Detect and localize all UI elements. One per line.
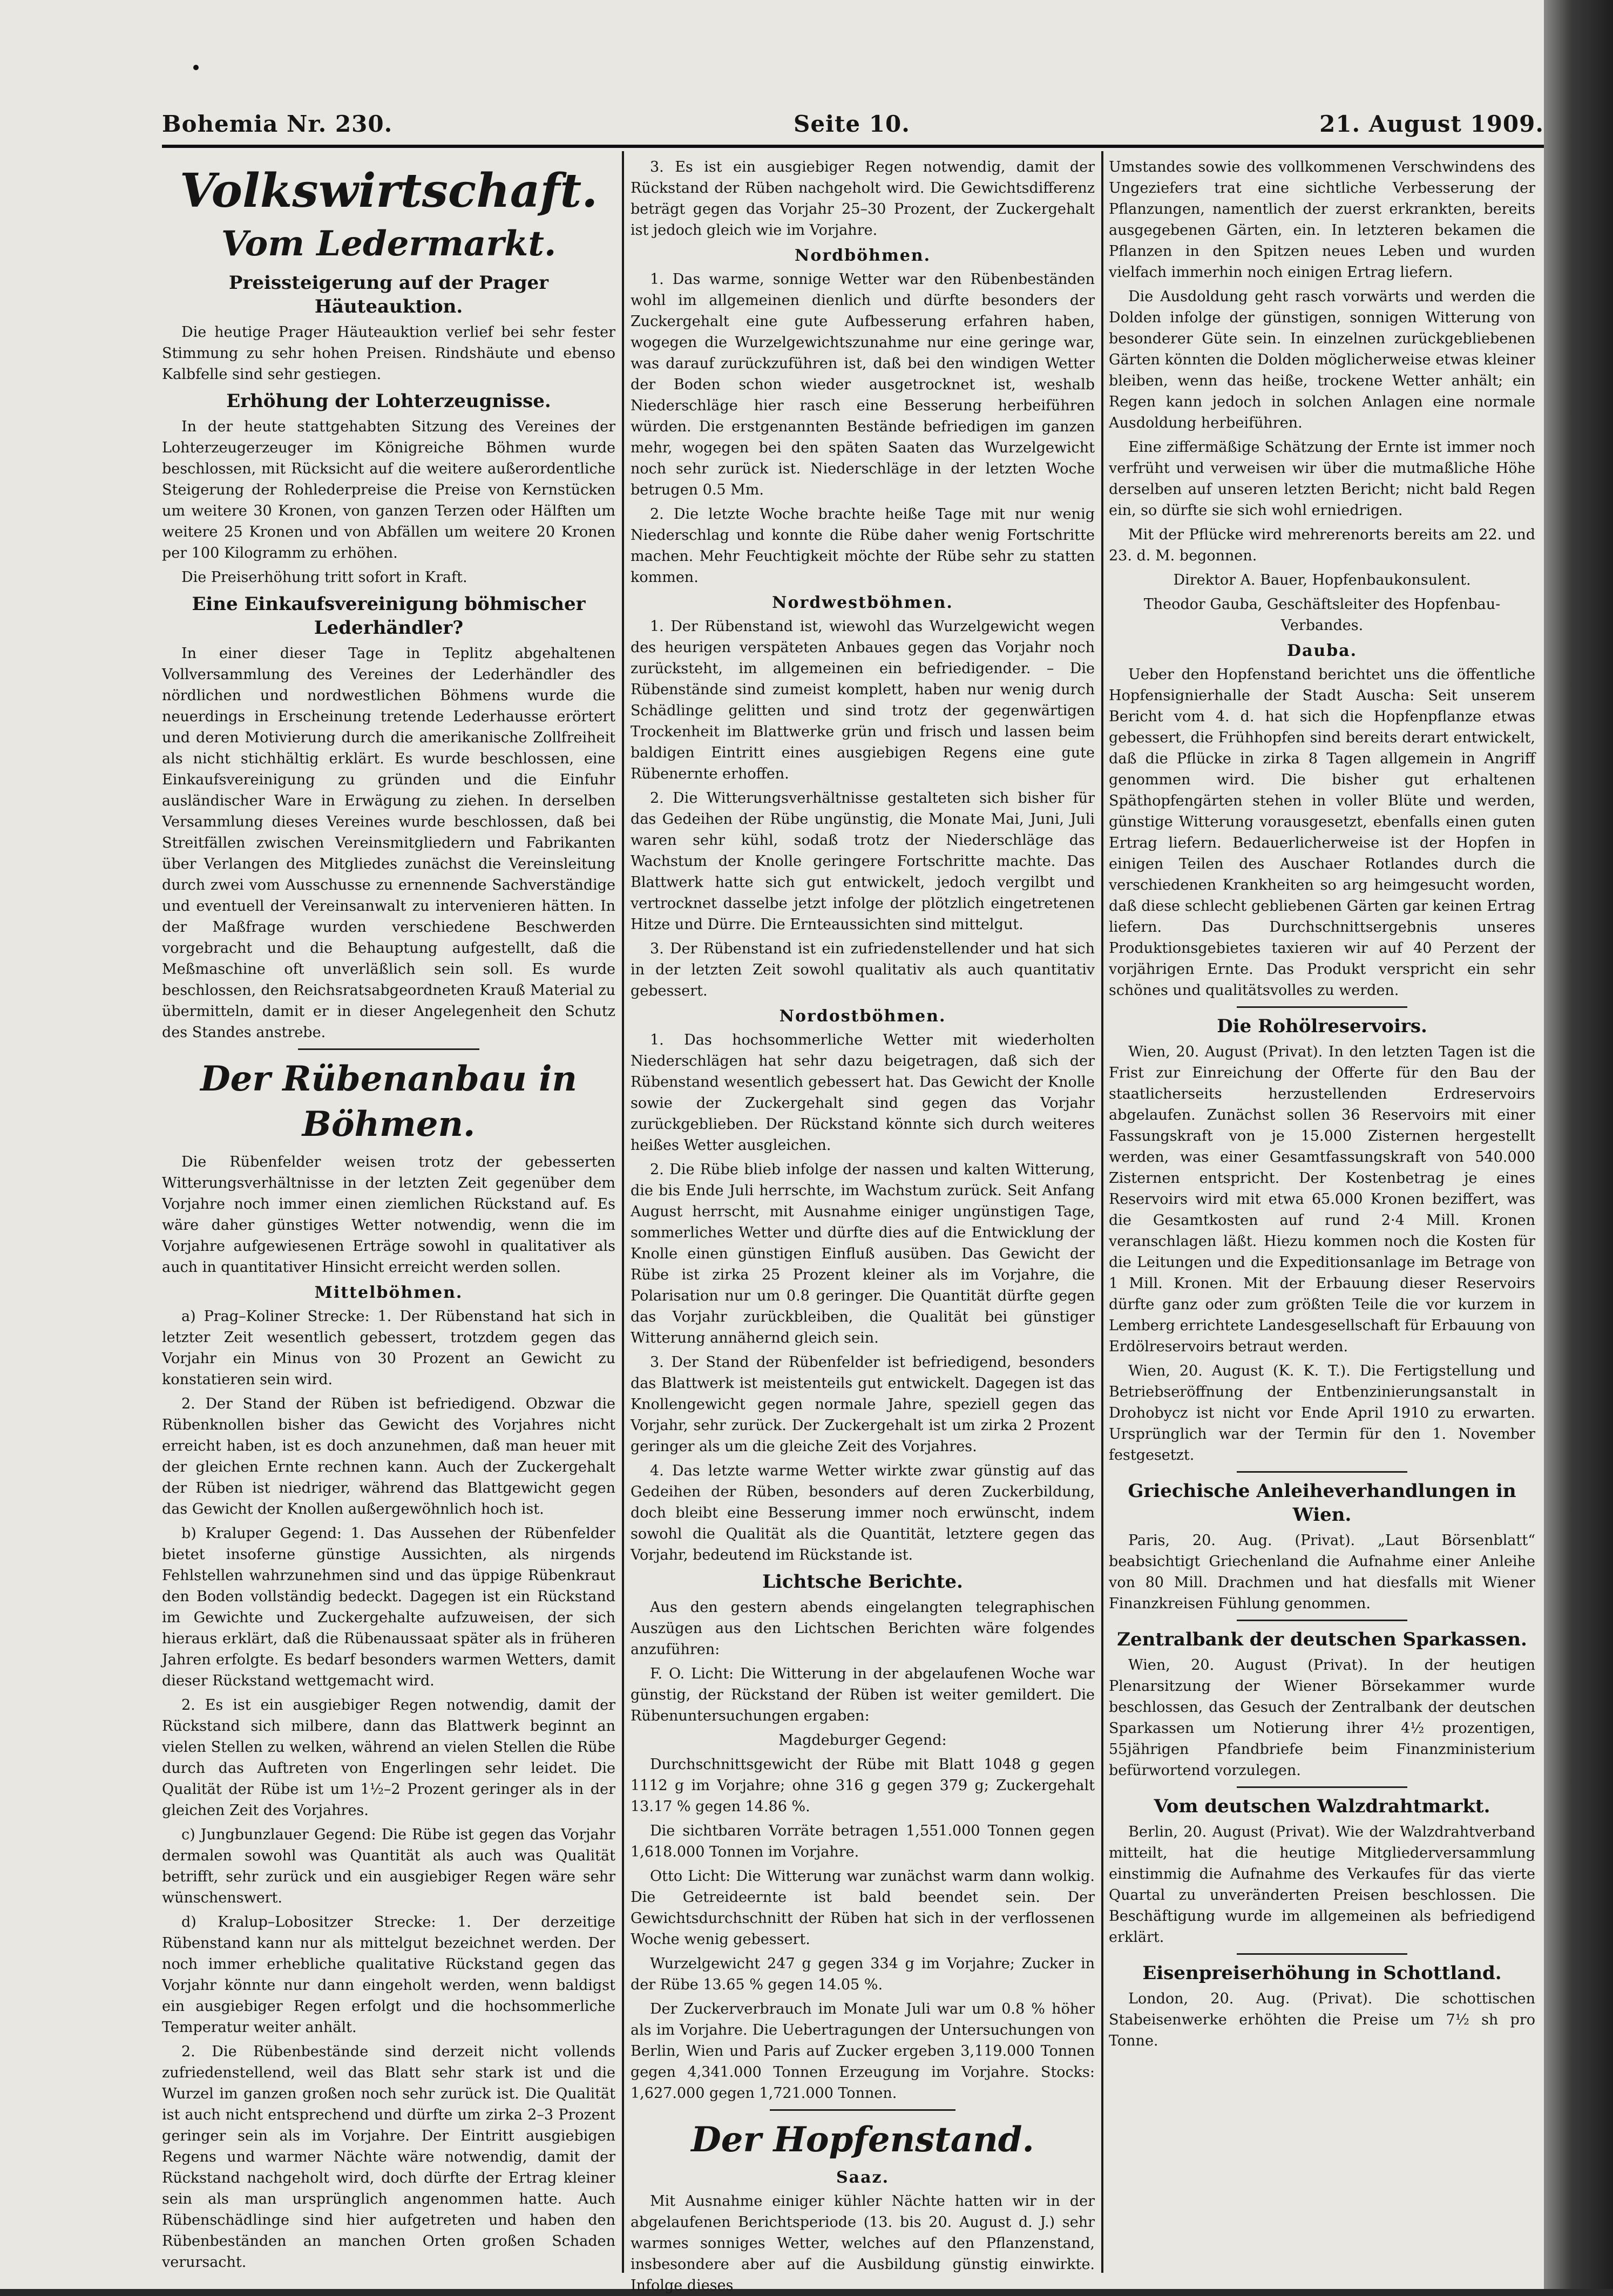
column-rule-2 <box>1101 151 1103 2273</box>
paragraph: Wien, 20. August (Privat). In der heutigen Plenarsitzung der Wiener Börsekammer wurde beschlossen, das Gesuch der Zentralbank der deutschen Sparkassen um Notierung ihrer 4½ prozentigen, 55jährigen Pfandbriefe beim Finanzministerium befürwortend vorzulegen. <box>1109 1657 1535 1779</box>
separator <box>1237 1471 1407 1473</box>
separator <box>1237 1953 1407 1955</box>
paragraph: 1. Der Rübenstand ist, wiewohl das Wurzelgewicht wegen des heurigen verspäteten Anbaues gegen das Vorjahr noch zurücksteht, im allgemeinen ein befriedigender. – Die Rübenstände sind zumeist komplett, haben nur wenig durch Schädlinge gelitten und sind trotz der gegenwärtigen Trockenheit im Blattwerke grün und frisch und lassen beim baldigen Eintritt eines ausgiebigen Regens eine gute Rübenernte erhoffen. <box>631 618 1095 782</box>
paragraph: d) Kralup–Lobositzer Strecke: 1. Der derzeitige Rübenstand kann nur als mittelgut bezeichnet werden. Der noch immer erhebliche qualitative Rückstand gegen das Vorjahr könnte nur dann eingeholt werden, wenn baldigst ein ausgiebiger Regen erfolgt und die hochsommerliche Temperatur weiter anhält. <box>162 1914 615 2036</box>
article-headline-ledermarkt: Vom Ledermarkt. <box>221 223 557 264</box>
region-heading: Nordwestböhmen. <box>772 593 953 612</box>
paragraph: Wien, 20. August (K. K. T.). Die Fertigstellung und Betriebseröffnung der Entbenzinierungsanstalt in Drohobycz ist nicht vor Ende April 1910 zu erwarten. Ursprünglich war der Termin für den 1. November festgesetzt. <box>1109 1363 1535 1464</box>
paragraph: F. O. Licht: Die Witterung in der abgelaufenen Woche war günstig, der Rückstand der Rüben ist weiter gemildert. Die Rübenuntersuchungen ergaben: <box>631 1665 1095 1724</box>
subheading-einkaufsvereinigung: Eine Einkaufsvereinigung böhmischer Lederhändler? <box>192 593 586 639</box>
header-rule <box>162 145 1544 148</box>
paragraph: 3. Der Rübenstand ist ein zufriedenstellender und hat sich in der letzten Zeit sowohl qualitativ als auch quantitativ gebessert. <box>631 940 1095 999</box>
region-heading: Saaz. <box>836 2168 890 2187</box>
paragraph: Paris, 20. Aug. (Privat). „Laut Börsenblatt“ beabsichtigt Griechenland die Aufnahme einer Anleihe von 80 Mill. Drachmen und hat diesfalls mit Wiener Finanzkreisen Fühlung genommen. <box>1109 1532 1535 1612</box>
paragraph: Ueber den Hopfenstand berichtet uns die öffentliche Hopfensignierhalle der Stadt Auscha: Seit unserem Bericht vom 4. d. hat sich die Hopfenpflanze etwas gebessert, die Frühhopfen sind bereits derart entwickelt, daß die Pflücke in zirka 8 Tagen allgemein in Angriff genommen wird. Die bisher gut erhaltenen Späthopfengärten stehen in voller Blüte und werden, günstige Witterung vorausgesetzt, ebenfalls einen guten Ertrag liefern. Bedauerlicherweise ist der Hopfen in einigen Teilen des Auschaer Rotlandes durch die verschiedenen Krankheiten so arg heimgesucht worden, daß diese schlecht gebliebenen Gärten gar keinen Ertrag liefern. Das Durchschnittsergebnis unseres Produktionsgebietes taxieren wir auf 40 Perzent der vorjährigen Ernte. Das Produkt verspricht ein sehr schönes und qualitätsvolles zu werden. <box>1109 666 1535 999</box>
subheading-rohoelreservoirs: Die Rohölreservoirs. <box>1217 1015 1427 1037</box>
paragraph: 2. Die Rübe blieb infolge der nassen und kalten Witterung, die bis Ende Juli herrschte, im Wachstum zurück. Seit Anfang August herrscht, mit Ausnahme einiger ungünstigen Tage, sommerliches Wetter und dürfte dies auf die Entwicklung der Knolle einen günstigen Einfluß ausüben. Das Gewicht der Rübe ist zirka 25 Prozent kleiner als im Vorjahre, die Polarisation nur um 0.8 geringer. Die Quantität dürfte gegen das Vorjahr zurückbleiben, die Qualität bei günstiger Witterung annähernd gleich sein. <box>631 1161 1095 1346</box>
column-rule-1 <box>622 151 624 2273</box>
paragraph: Aus den gestern abends eingelangten telegraphischen Auszügen aus den Lichtschen Berichten wäre folgendes anzuführen: <box>631 1599 1095 1658</box>
region-heading: Mittelböhmen. <box>314 1283 463 1302</box>
ink-dot <box>193 65 199 70</box>
paragraph: Otto Licht: Die Witterung war zunächst warm dann wolkig. Die Getreideernte ist bald beendet sein. Der Gewichtsdurchschnitt der Rüben hat sich in der verflossenen Woche wenig gebessert. <box>631 1868 1095 1948</box>
paragraph: Die Preiserhöhung tritt sofort in Kraft. <box>181 569 467 586</box>
page-header <box>162 111 1544 148</box>
column-2 <box>631 157 1095 2294</box>
paragraph: Wurzelgewicht 247 g gegen 334 g im Vorjahre; Zucker in der Rübe 13.65 % gegen 14.05 %. <box>631 1955 1095 1993</box>
subheading-lohterzeugnisse: Erhöhung der Lohterzeugnisse. <box>226 390 551 412</box>
signature: Direktor A. Bauer, Hopfenbaukonsulent. <box>1173 572 1471 588</box>
subheading-haeuteauktion: Preissteigerung auf der Prager Häuteauktion. <box>228 272 549 317</box>
paragraph: 2. Es ist ein ausgiebiger Regen notwendig, damit der Rückstand sich milbere, dann das Blattwerk beginnt an vielen Stellen zu welken, während an vielen Stellen die Rübe durch das Auftreten von Engerlingen sehr leidet. Die Qualität der Rübe ist um 1½–2 Prozent geringer als in der gleichen Zeit des Vorjahres. <box>162 1697 615 1819</box>
separator <box>1237 1786 1407 1788</box>
header-page-number: Seite 10. <box>794 111 910 137</box>
paragraph: Mit der Pflücke wird mehrerenorts bereits am 22. und 23. d. M. begonnen. <box>1109 526 1535 564</box>
paragraph: In einer dieser Tage in Teplitz abgehaltenen Vollversammlung des Vereines der Lederhändler des nördlichen und nordwestlichen Böhmens wurde die neuerdings in Erscheinung tretende Lederhausse erörtert und deren Motivierung durch die amerikanische Zollfreiheit als nicht stichhältig erklärt. Es wurde beschlossen, eine Einkaufsvereinigung zu gründen und die Einfuhr ausländischer Ware in Erwägung zu ziehen. In derselben Versammlung dieses Vereines wurde beschlossen, daß bei Streitfällen zwischen Vereinsmitgliedern und Fabrikanten über Verlangen des Mitgliedes zunächst die Vereinsleitung durch zwei vom Ausschusse zu ernennende Sachverständige und eventuell der Vereinsanwalt zu intervenieren hätten. In der Maßfrage wurden verschiedene Beschwerden vorgebracht und die Behauptung aufgestellt, daß die Meßmaschine oft unverläßlich sein soll. Es wurde beschlossen, den Reichsratsabgeordneten Krauß Material zu übermitteln, damit er in dieser Angelegenheit den Schutz des Standes anstrebe. <box>162 645 615 1041</box>
paragraph: Durchschnittsgewicht der Rübe mit Blatt 1048 g gegen 1112 g im Vorjahre; ohne 316 g gegen 379 g; Zuckergehalt 13.17 % gegen 14.86 %. <box>631 1756 1095 1815</box>
paragraph: London, 20. Aug. (Privat). Die schottischen Stabeisenwerke erhöhten die Preise um 7½ sh pro Tonne. <box>1109 1990 1535 2049</box>
paragraph: 2. Die letzte Woche brachte heiße Tage mit nur wenig Niederschlag und konnte die Rübe daher wenig Fortschritte machen. Mehr Feuchtigkeit möchte der Rübe sehr zu statten kommen. <box>631 506 1095 586</box>
separator <box>770 2109 955 2111</box>
column-3 <box>1109 157 1535 2273</box>
table-caption: Magdeburger Gegend: <box>778 1732 947 1749</box>
paragraph: Die heutige Prager Häuteauktion verlief bei sehr fester Stimmung zu sehr hohen Preisen. Rindshäute und ebenso Kalbfelle sind sehr gestiegen. <box>162 324 615 383</box>
paragraph: 2. Der Stand der Rüben ist befriedigend. Obzwar die Rübenknollen bisher das Gewicht des Vorjahres nicht erreicht haben, ist es doch anzunehmen, daß man heuer mit der gleichen Ernte rechnen kann. Auch der Zuckergehalt der Rüben ist niedriger, während das Blattgewicht gegen das Gewicht der Knollen außergewöhnlich hoch ist. <box>162 1396 615 1518</box>
paragraph: a) Prag–Koliner Strecke: 1. Der Rübenstand hat sich in letzter Zeit wesentlich gebessert, trotzdem gegen das Vorjahr ein Minus von 30 Prozent an Gewicht zu konstatieren sein wird. <box>162 1308 615 1388</box>
scan-edge <box>1544 0 1613 2289</box>
article-headline-hopfenstand: Der Hopfenstand. <box>691 2119 1034 2160</box>
paragraph: 1. Das hochsommerliche Wetter mit wiederholten Niederschlägen hat sehr dazu beigetragen, daß sich der Rübenstand wesentlich gebessert hat. Das Gewicht der Knolle sowie der Zuckergehalt sind gegen das Vorjahr zurückgeblieben. Der Rückstand könnte sich durch weiteres heißes Wetter ausgleichen. <box>631 1032 1095 1154</box>
region-heading: Nordböhmen. <box>794 246 931 265</box>
paragraph: 2. Die Rübenbestände sind derzeit nicht vollends zufriedenstellend, weil das Blatt sehr stark ist und die Wurzel im ganzen großen noch sehr zurück ist. Die Qualität ist auch nicht entsprechend und dürfte um zirka 2–3 Prozent geringer sein als im Vorjahre. Der Eintritt ausgiebigen Regens und warmer Nächte wäre notwendig, damit der Rückstand nachgeholt wird, doch dürfte der Ertrag kleiner sein als man ursprünglich angenommen hatte. Auch Rübenschädlinge sind hier aufgetreten und haben den Rübenbeständen an manchen Orten großen Schaden verursacht. <box>162 2043 615 2271</box>
column-1 <box>162 157 615 2273</box>
header-date: 21. August 1909. <box>1319 111 1544 137</box>
paragraph: Mit Ausnahme einiger kühler Nächte hatten wir in der abgelaufenen Berichtsperiode (13. bis 20. August d. J.) sehr warmes sonniges Wetter, welches auf den Pflanzenstand, insbesondere aber auf die Ausbildung günstig einwirkte. Infolge dieses <box>631 2193 1095 2294</box>
paragraph: Der Zuckerverbrauch im Monate Juli war um 0.8 % höher als im Vorjahre. Die Uebertragungen der Untersuchungen von Berlin, Wien und Paris auf Zucker ergeben 3,119.000 Tonnen gegen 4,341.000 Tonnen Erzeugung im Vorjahre. Stocks: 1,627.000 gegen 1,721.000 Tonnen. <box>631 2001 1095 2102</box>
paragraph: Die Ausdoldung geht rasch vorwärts und werden die Dolden infolge der günstigen, sonnigen Witterung von besonderer Güte sein. In einzelnen zurückgebliebenen Gärten könnten die Dolden möglicherweise etwas kleiner bleiben, wenn das heiße, trockene Wetter anhält; ein Regen kann jedoch in solchen Anlagen eine normale Ausdoldung herbeiführen. <box>1109 288 1535 431</box>
paragraph: 1. Das warme, sonnige Wetter war den Rübenbeständen wohl im allgemeinen dienlich und dürfte besonders der Zuckergehalt eine gute Aufbesserung erfahren haben, wogegen die Wurzelgewichtszunahme nur eine geringe war, was darauf zurückzuführen ist, daß bei den windigen Wetter der Boden schon wieder ausgetrocknet ist, weshalb Niederschläge hier rasch eine Besserung herbeiführen würden. Die erstgenannten Bestände befriedigen im ganzen mehr, wogegen bei den späten Saaten das Wurzelgewicht noch sehr zurück ist. Niederschläge in der letzten Woche betrugen 0.5 Mm. <box>631 271 1095 498</box>
separator <box>1237 1620 1407 1621</box>
subheading-zentralbank: Zentralbank der deutschen Sparkassen. <box>1117 1629 1527 1650</box>
paragraph: Wien, 20. August (Privat). In den letzten Tagen ist die Frist zur Einreichung der Offerte für den Bau der staatlicherseits herzustellenden Erdreservoirs abgelaufen. Zunächst sollen 36 Reservoirs mit einer Fassungskraft von je 15.000 Zisternen hergestellt werden, was einer Gesamtfassungskraft von 540.000 Zisternen entspricht. Der Kostenbetrag je eines Reservoirs wird mit etwa 65.000 Kronen beziffert, was die Gesamtkosten auf rund 2·4 Mill. Kronen veranschlagen läßt. Hiezu kommen noch die Kosten für die Leitungen und die Expeditionsanlage im Betrage von 1 Mill. Kronen. Mit der Erbauung dieser Reservoirs dürfte ganz oder zum größten Teile die vor kurzem in Lemberg errichtete Landesgesellschaft für Erbauung von Erdölreservoirs betraut werden. <box>1109 1044 1535 1355</box>
subheading-eisenpreiserhoehung: Eisenpreiserhöhung in Schottland. <box>1142 1962 1502 1984</box>
region-heading: Dauba. <box>1286 641 1358 660</box>
subheading-lichtsche-berichte: Lichtsche Berichte. <box>762 1571 963 1593</box>
paragraph: b) Kraluper Gegend: 1. Das Aussehen der Rübenfelder bietet insoferne günstige Aussichten, als nirgends Fehlstellen wahrzunehmen sind und das üppige Rübenkraut den Boden vollständig bedeckt. Dagegen ist ein Rückstand im Gewichte und Zuckergehalte aufzuweisen, der sich hieraus erklärt, daß die Rübenaussaat später als in früheren Jahren erfolgte. Es bedarf besonders warmen Wetters, damit dieser Rückstand wettgemacht wird. <box>162 1525 615 1689</box>
subheading-walzdrahtmarkt: Vom deutschen Walzdrahtmarkt. <box>1154 1796 1490 1817</box>
header-issue: Bohemia Nr. 230. <box>162 111 393 137</box>
paragraph: 3. Der Stand der Rübenfelder ist befriedigend, besonders das Blattwerk ist meistenteils gut entwickelt. Dagegen ist das Knollengewicht gegen normale Jahre, speziell gegen das Vorjahr, sehr zurück. Der Zuckergehalt ist um zirka 2 Prozent geringer als um die gleiche Zeit des Vorjahres. <box>631 1354 1095 1455</box>
separator <box>298 1048 479 1050</box>
paragraph: Eine ziffermäßige Schätzung der Ernte ist immer noch verfrüht und verweisen wir über die mutmaßliche Höhe derselben auf unseren letzten Bericht; nicht bald Regen ein, so dürfte sie sich wohl erniedrigen. <box>1109 439 1535 519</box>
paragraph: c) Jungbunzlauer Gegend: Die Rübe ist gegen das Vorjahr dermalen sowohl was Quantität als auch was Qualität betrifft, sehr zurück und ein ausgiebiger Regen wäre sehr wünschenswert. <box>162 1826 615 1906</box>
paragraph: In der heute stattgehabten Sitzung des Vereines der Lohterzeugerzeuger im Königreiche Böhmen wurde beschlossen, mit Rücksicht auf die weitere außerordentliche Steigerung der Rohlederpreise die Preise von Kernstücken um weitere 30 Kronen, von ganzen Terzen oder Hälften um weitere 25 Kronen und von Abfällen um weitere 20 Kronen per 100 Kilogramm zu erhöhen. <box>162 418 615 561</box>
paragraph: Die Rübenfelder weisen trotz der gebesserten Witterungsverhältnisse in der letzten Zeit gegenüber dem Vorjahre noch immer einen ziemlichen Rückstand auf. Es wäre daher günstiges Wetter notwendig, wenn die im Vorjahre aufgewiesenen Erträge sowohl in qualitativer als auch in quantitativer Hinsicht erreicht werden sollen. <box>162 1154 615 1276</box>
subheading-griechische-anleihe: Griechische Anleiheverhandlungen in Wien. <box>1128 1480 1516 1526</box>
paragraph: Umstandes sowie des vollkommenen Verschwindens des Ungeziefers trat eine sichtliche Verbesserung der Pflanzungen, namentlich der zuerst erkrankten, bereits ausgegebenen Gärten, ein. In letzteren bekamen die Pflanzen in den Spitzen neues Leben und wurden vielfach immerhin noch einigen Ertrag liefern. <box>1109 159 1535 281</box>
region-heading: Nordostböhmen. <box>779 1007 946 1026</box>
separator <box>1237 1006 1407 1008</box>
section-title: Volkswirtschaft. <box>179 164 598 218</box>
paragraph: Die sichtbaren Vorräte betragen 1,551.000 Tonnen gegen 1,618.000 Tonnen im Vorjahre. <box>631 1823 1095 1860</box>
paragraph: 3. Es ist ein ausgiebiger Regen notwendig, damit der Rückstand der Rüben nachgeholt wird. Die Gewichtsdifferenz beträgt gegen das Vorjahr 25–30 Prozent, der Zuckergehalt ist jedoch gleich wie im Vorjahre. <box>631 159 1095 239</box>
signature: Theodor Gauba, Geschäftsleiter des Hopfenbau-Verbandes. <box>1143 596 1501 634</box>
paragraph: Berlin, 20. August (Privat). Wie der Walzdrahtverband mitteilt, hat die heutige Mitgliederversammlung einstimmig die Aufnahme des Verkaufes für das vierte Quartal zu unveränderten Preisen beschlossen. Die Beschäftigung wurde im allgemeinen als befriedigend erklärt. <box>1109 1824 1535 1946</box>
paragraph: 4. Das letzte warme Wetter wirkte zwar günstig auf das Gedeihen der Rüben, besonders auf deren Zuckerbildung, doch bleibt eine Besserung immer noch erwünscht, indem sowohl die Qualität als die Quantität, letztere gegen das Vorjahr, bedeutend im Rückstande ist. <box>631 1462 1095 1563</box>
paragraph: 2. Die Witterungsverhältnisse gestalteten sich bisher für das Gedeihen der Rübe ungünstig, die Monate Mai, Juni, Juli waren sehr kühl, sodaß trotz der Niederschläge das Wachstum der Knolle geringere Fortschritte machte. Das Blattwerk hatte sich gut entwickelt, jedoch vergilbt und vertrocknet dasselbe jetzt infolge der plötzlich eingetretenen Hitze und Dürre. Die Ernteaussichten sind mittelgut. <box>631 790 1095 933</box>
article-headline-ruebenanbau: Der Rübenanbau in Böhmen. <box>200 1059 577 1144</box>
